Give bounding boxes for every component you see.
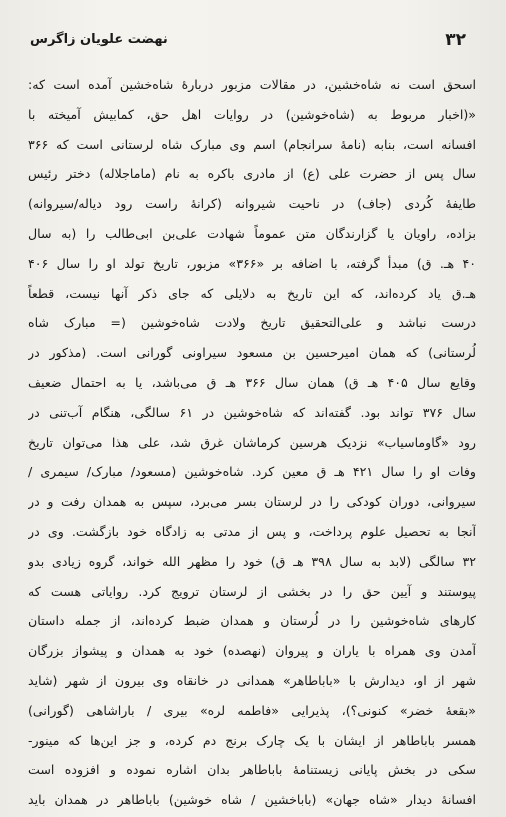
text-line: سکی در بخش پایانی زیستنامۀ باباطاهر بدان اشاره نموده و افزوده است xyxy=(28,762,476,778)
text-line: همسر باباطاهر از ایشان با یک چارک برنج دم کرده، و جز این‌ها که مینور- xyxy=(28,732,476,748)
text-line: «(اخبار مربوط به (شاه‌خوشین) در روایات اهل حق، کمابیش آمیخته با xyxy=(28,106,476,122)
text-line: شهر از او، دیدارش با «باباطاهر» همدانی در خانقاه وی بیرون از شهر (شاید xyxy=(28,672,476,688)
text-line: سیروانی، دوران کودکی را در لرستان بسر می‌برد، سپس به همدان رفت و در xyxy=(28,494,476,510)
text-line: طایفۀ کُردی (جاف) در ناحیت شیروانه (کرانۀ راست رود دیاله/سیروانه) xyxy=(28,196,476,212)
text-line: رود «گاوماسیاب» نزدیک هرسین کرماشان غرق شد، علی هذا می‌توان تاریخ xyxy=(28,434,476,450)
text-line: هـ.ق یاد کرده‌اند، که این تاریخ به دلایلی که جای ذکر آنها نیست، قطعاً xyxy=(28,285,476,301)
text-line: افسانه است، بنابه (نامۀ سرانجام) اسم وی مبارک شاه لرستانی است که ۳۶۶ xyxy=(28,136,476,152)
text-line: کارهای شاه‌خوشین را در لُرستان و همدان ضبط کرده‌اند، از جمله داستان xyxy=(28,613,476,629)
text-line: بزاده، راویان یا گزارندگان متن عموماً شهادت علی‌بن ابی‌طالب را (به سال xyxy=(28,225,476,241)
text-line: پیوستند و آیین حق را در بخشی از لرستان ترویج کرد. روایاتی هست که xyxy=(28,583,476,599)
page-number: ۳۲ xyxy=(445,30,466,50)
text-line: افسانۀ دیدار «شاه جهان» (باباخشین / شاه خوشین) باباطاهر در همدان باید xyxy=(28,792,476,808)
text-line: اسحق است نه شاه‌خشین، در مقالات مزبور دربارۀ شاه‌خشین آمده است که: xyxy=(28,77,476,92)
text-line: «بقعۀ خضر» کنونی؟)، پذیرایی «فاطمه لره» بیری / باراشاهی (گورانی) xyxy=(28,702,476,718)
page-header xyxy=(30,30,466,58)
text-line: سال پس از حضرت علی (ع) از مادری باکره به نام (ماماجلاله) دختر رئیس xyxy=(28,166,476,182)
text-line: آنجا به تحصیل علوم پرداخت، و پس از مدتی به زادگاه خود بازگشت. وی در xyxy=(28,523,476,539)
text-line: ۴۰ هـ. ق) مبدأ گرفته، با اضافه بر «۳۶۶» مزبور، تاریخ تولد او را سال ۴۰۶ xyxy=(28,255,476,271)
text-line: درست نباشد و علی‌التحقیق تاریخ ولادت شاه‌خوشین (= مبارک شاه xyxy=(28,315,476,331)
text-line: لُرستانی) که همان امیرحسین بن مسعود سیراونی گورانی است. (مذکور در xyxy=(28,345,476,361)
text-line: آمدن وی همراه با یاران و پیروان (نهصده) خود به همدان و پیشواز بزرگان xyxy=(28,643,476,659)
text-line: ۳۲ سالگی (لابد به سال ۳۹۸ هـ ق) خود را مظهر الله خواند، گروه زیادی بدو xyxy=(28,553,476,569)
body-paragraph xyxy=(28,70,476,815)
text-line: سال ۳۷۶ تواند بود. گفته‌اند که شاه‌خوشین در ۶۱ سالگی، هنگام آب‌تنی در xyxy=(28,404,476,420)
running-title: نهضت علویان زاگرس xyxy=(30,32,168,47)
text-line: وفات او را سال ۴۲۱ هـ ق معین کرد. شاه‌خوشین (مسعود/ مبارک/ سیمری / xyxy=(28,464,476,480)
text-line: وقایع سال ۴۰۵ هـ ق) همان سال ۳۶۶ هـ ق می‌باشد، یا به احتمال ضعیف xyxy=(28,374,476,390)
